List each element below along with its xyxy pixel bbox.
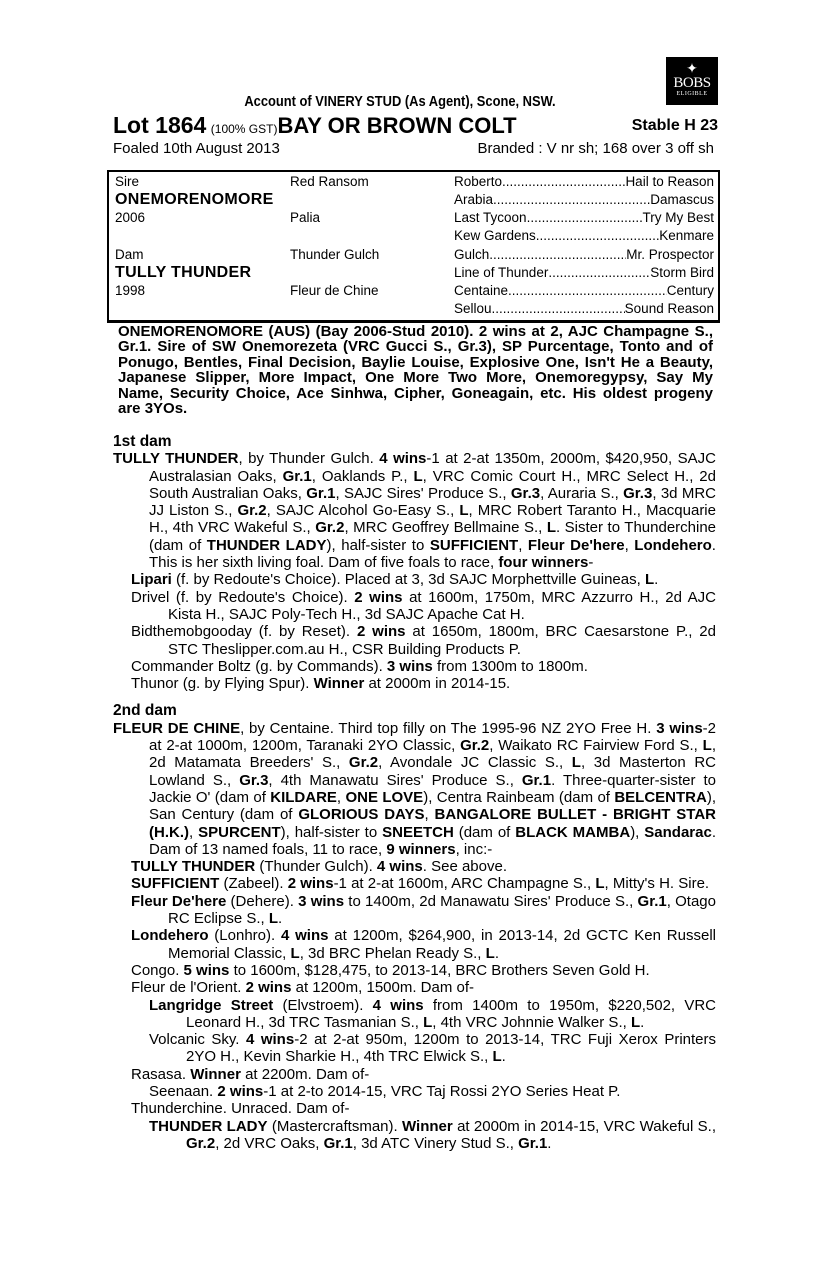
ancestor-sire: Try My Best xyxy=(642,210,714,225)
bird-icon: ✦ xyxy=(686,60,698,76)
bold-text: TULLY THUNDER xyxy=(113,450,239,468)
text: , Otago RC Eclipse S., xyxy=(168,892,716,928)
dam-line-body xyxy=(113,433,716,1152)
bold-text: Winner xyxy=(402,1117,453,1135)
text: , 4th Manawatu Sires' Produce S., xyxy=(268,771,522,789)
ancestor-name: Arabia xyxy=(454,192,494,207)
bold-text: 4 wins xyxy=(245,1031,295,1049)
pedigree-ancestor-row xyxy=(454,264,714,282)
text: (f. by Redoute's Choice). Placed at 3, 3d SAJC Morphettville Guineas, xyxy=(171,571,645,589)
section-heading: 1st dam xyxy=(113,433,172,450)
bold-text: Gr.1 xyxy=(282,467,312,485)
second-dam: Fleur de Chine xyxy=(290,283,379,298)
bold-text: Gr.3 xyxy=(623,484,653,502)
text: (Zabeel). xyxy=(219,875,288,893)
text: (Mastercraftsman). xyxy=(267,1117,403,1135)
logo-text-bottom: ELIGIBLE xyxy=(676,91,708,97)
bold-text: L xyxy=(630,1013,641,1031)
pedigree-entry xyxy=(113,1083,716,1100)
bold-text: SUFFICIENT xyxy=(131,875,220,893)
bold-text: Gr.1 xyxy=(521,771,552,789)
text: , inc:- xyxy=(455,840,493,858)
bold-text: L xyxy=(413,467,423,485)
text: , Waikato RC Fairview Ford S., xyxy=(489,737,703,755)
bold-text: SNEETCH xyxy=(382,823,454,841)
text: , by Centaine. Third top filly on The 1995-96 NZ 2YO Free H. xyxy=(240,719,657,737)
text: -1 at 2-to 2014-15, VRC Taj Rossi 2YO Series Heat P. xyxy=(263,1082,621,1100)
stable-number: Stable H 23 xyxy=(631,117,718,134)
leader-dots xyxy=(492,300,625,318)
text: Commander Boltz (g. by Commands). xyxy=(131,657,387,675)
text: , MRC Robert Taranto H., Macquarie H., 4th VRC Wakeful S., xyxy=(149,502,716,537)
text: at 2000m in 2014-15, VRC Wakeful S., xyxy=(452,1117,716,1135)
text: from 1300m to 1800m. xyxy=(432,657,588,675)
text: -1 at 2-at 1350m, 2000m, $420,950, SAJC Australasian Oaks, xyxy=(149,450,716,485)
text: Volcanic Sky. xyxy=(149,1031,246,1049)
bold-text: L xyxy=(485,944,495,962)
pedigree-ancestor-row xyxy=(454,209,714,227)
ancestor-sire: Kenmare xyxy=(659,228,714,243)
text: , 3d BRC Phelan Ready S., xyxy=(299,944,486,962)
bold-text: 3 wins xyxy=(656,719,703,737)
bold-text: TULLY THUNDER xyxy=(131,858,256,876)
ancestor-sire: Mr. Prospector xyxy=(626,247,714,262)
text: Fleur de l'Orient. xyxy=(131,979,246,997)
bold-text: THUNDER LADY xyxy=(206,536,327,554)
leader-dots xyxy=(548,264,650,282)
text: . Sister to Thunderchine (dam of xyxy=(149,519,717,554)
text: . Three-quarter-sister to Jackie O' (dam of xyxy=(149,771,717,806)
bold-text: L xyxy=(459,502,469,520)
bold-text: 2 wins xyxy=(245,979,292,997)
bold-text: L xyxy=(290,944,300,962)
bold-text: Gr.1 xyxy=(323,1134,353,1152)
text: . xyxy=(654,571,659,589)
text: Drivel (f. by Redoute's Choice). xyxy=(131,588,355,606)
text: , 2d Matamata Breeders' S., xyxy=(149,737,716,772)
bold-text: Londehero xyxy=(634,536,712,554)
foaled-date: Foaled 10th August 2013 xyxy=(113,140,280,157)
text: , xyxy=(189,823,199,841)
bold-text: L xyxy=(595,875,605,893)
ancestor-sire: Century xyxy=(666,283,714,298)
leader-dots xyxy=(536,227,659,245)
pedigree-ancestor-row xyxy=(454,282,714,300)
bold-text: THUNDER LADY xyxy=(149,1117,268,1135)
bobs-eligible-logo xyxy=(666,57,718,105)
grandsire: Red Ransom xyxy=(290,174,369,189)
bold-text: L xyxy=(571,754,581,772)
bold-text: 2 wins xyxy=(354,588,403,606)
ancestor-name: Sellou xyxy=(454,301,492,316)
bold-text: FLEUR DE CHINE xyxy=(113,719,241,737)
bold-text: Sandarac xyxy=(644,823,712,841)
pedigree-entry xyxy=(113,623,716,658)
pedigree-entry xyxy=(113,927,716,962)
sire-name: ONEMORENOMORE xyxy=(115,191,274,208)
text: , 2d VRC Oaks, xyxy=(215,1134,324,1152)
text: , Mitty's H. Sire. xyxy=(604,875,710,893)
pedigree-entry xyxy=(113,658,716,675)
pedigree-entry xyxy=(113,1031,716,1066)
pedigree-table xyxy=(107,170,720,322)
bold-text: Gr.3 xyxy=(510,484,541,502)
text: , SAJC Alcohol Go-Easy S., xyxy=(266,502,460,520)
ancestor-name: Last Tycoon xyxy=(454,210,527,225)
text: , 3d ATC Vinery Stud S., xyxy=(352,1134,519,1152)
granddam: Palia xyxy=(290,210,321,225)
dam-year: 1998 xyxy=(115,283,146,298)
leader-dots xyxy=(502,173,625,191)
text: Bidthemobgooday (f. by Reset). xyxy=(131,623,357,641)
bold-text: Fleur De'here xyxy=(527,536,625,554)
pedigree-ancestor-row xyxy=(454,300,714,318)
bold-text: SUFFICIENT xyxy=(429,536,519,554)
pedigree-ancestor-row xyxy=(454,246,714,264)
text: (Lonhro). xyxy=(208,927,281,945)
bold-text: Winner xyxy=(313,675,365,693)
text: at 1200m, $264,900, in 2013-14, 2d GCTC Ken Russell Memorial Classic, xyxy=(168,927,716,962)
ancestor-name: Roberto xyxy=(454,174,503,189)
bold-text: Gr.3 xyxy=(239,771,269,789)
bold-text: four winners xyxy=(498,554,589,572)
pedigree-entry xyxy=(113,589,716,624)
text: . See above. xyxy=(422,858,507,876)
text: at 2000m in 2014-15. xyxy=(364,675,511,693)
text: ), Centra Rainbeam (dam of xyxy=(423,788,615,806)
bold-text: L xyxy=(492,1048,502,1066)
leader-dots xyxy=(508,282,667,300)
pedigree-entry xyxy=(113,675,716,692)
ancestor-name: Gulch xyxy=(454,247,490,262)
bold-text: L xyxy=(702,737,712,755)
text: . xyxy=(501,1048,506,1066)
bold-text: Gr.2 xyxy=(348,754,379,772)
pedigree-entry xyxy=(113,571,716,588)
bold-text: Gr.2 xyxy=(315,519,345,537)
text: Thunderchine. Unraced. Dam of- xyxy=(131,1100,350,1118)
text: , 3d Masterton RC Lowland S., xyxy=(149,754,716,789)
text: . Dam of 13 named foals, 11 to race, xyxy=(149,823,716,858)
text: , MRC Geoffrey Bellmaine S., xyxy=(344,519,547,537)
text: ), San Century (dam of xyxy=(149,788,717,824)
pedigree-entry xyxy=(113,893,716,928)
text: , xyxy=(424,806,435,824)
text: ), half-sister to xyxy=(326,536,430,554)
pedigree-ancestor-row xyxy=(454,227,714,245)
text: , xyxy=(518,536,528,554)
dam-label: Dam xyxy=(115,247,144,262)
bold-text: BLACK MAMBA xyxy=(515,823,631,841)
text: , VRC Comic Court H., MRC Select H., 2d South Australian Oaks, xyxy=(149,467,716,502)
bold-text: 2 wins xyxy=(287,875,334,893)
lot-line xyxy=(113,112,718,139)
ancestor-name: Kew Gardens xyxy=(454,228,536,243)
text: , Oaklands P., xyxy=(311,467,414,485)
bold-text: Gr.1 xyxy=(306,484,336,502)
bold-text: Gr.1 xyxy=(518,1134,548,1152)
text: . xyxy=(640,1013,645,1031)
leader-dots xyxy=(489,246,626,264)
bold-text: 2 wins xyxy=(217,1082,264,1100)
text: at 1600m, 1750m, MRC Azzurro H., 2d AJC Kista H., SAJC Poly-Tech H., 3d SAJC Apache Cat H. xyxy=(168,588,716,623)
text: -2 at 2-at 950m, 1200m to 2013-14, TRC Fuji Xerox Printers 2YO H., Kevin Sharkie H., 4th TRC Elwick S., xyxy=(186,1031,717,1066)
logo-text-top: BOBS xyxy=(673,75,711,91)
brand-marks: Branded : V nr sh; 168 over 3 off sh xyxy=(477,140,714,157)
text: at 1200m, 1500m. Dam of- xyxy=(291,979,475,997)
dam-name: TULLY THUNDER xyxy=(115,264,252,281)
bold-text: Langridge Street xyxy=(149,996,274,1014)
ancestor-name: Line of Thunder xyxy=(454,265,549,280)
bold-text: KILDARE xyxy=(270,788,337,806)
bold-text: BELCENTRA xyxy=(614,788,707,806)
bold-text: Gr.2 xyxy=(186,1134,216,1152)
ancestor-sire: Damascus xyxy=(650,192,714,207)
sire-year: 2006 xyxy=(115,210,146,225)
text: Congo. xyxy=(131,961,184,979)
bold-text: L xyxy=(546,519,556,537)
text: -1 at 2-at 1600m, ARC Champagne S., xyxy=(333,875,596,893)
bold-text: 2 wins xyxy=(356,623,406,641)
section-heading: 2nd dam xyxy=(113,702,177,720)
text: to 1600m, $128,475, to 2013-14, BRC Brothers Seven Gold H. xyxy=(229,961,650,979)
bold-text: L xyxy=(423,1013,433,1031)
ancestor-sire: Sound Reason xyxy=(624,301,714,316)
bold-text: 3 wins xyxy=(298,892,345,910)
bold-text: 3 wins xyxy=(386,657,433,675)
pedigree-entry xyxy=(113,1118,716,1153)
pedigree-entry xyxy=(113,858,716,875)
pedigree-entry xyxy=(113,997,716,1032)
text: , by Thunder Gulch. xyxy=(238,450,380,468)
text: ), half-sister to xyxy=(280,823,383,841)
text: . This is her sixth living foal. Dam of five foals to race, xyxy=(149,536,716,572)
horse-description: BAY OR BROWN COLT xyxy=(277,113,517,138)
vendor-account: Account of VINERY STUD (As Agent), Scone, NSW. xyxy=(244,93,556,110)
text: . xyxy=(494,944,499,962)
text: Seenaan. xyxy=(149,1082,218,1100)
bold-text: 9 winners xyxy=(386,840,456,858)
bold-text: BANGALORE BULLET - BRIGHT STAR (H.K.) xyxy=(149,806,717,841)
gst-note: (100% GST) xyxy=(210,122,278,136)
text: , SAJC Sires' Produce S., xyxy=(335,484,511,502)
text: Thunor (g. by Flying Spur). xyxy=(131,675,314,693)
bold-text: Gr.2 xyxy=(237,502,267,520)
pedigree-entry xyxy=(113,1066,716,1083)
bold-text: 4 wins xyxy=(372,996,424,1014)
text: ), xyxy=(630,823,645,841)
text: . xyxy=(547,1134,552,1152)
sire-label: Sire xyxy=(115,174,140,189)
pedigree-entry xyxy=(113,875,716,892)
bold-text: Gr.1 xyxy=(637,892,667,910)
bold-text: Lipari xyxy=(131,571,172,589)
pedigree-entry xyxy=(113,720,716,858)
pedigree-entry xyxy=(113,450,716,571)
bold-text: SPURCENT xyxy=(198,823,281,841)
text: (dam of xyxy=(453,823,516,841)
lot-number: Lot 1864 xyxy=(113,112,207,138)
bold-text: 4 wins xyxy=(280,927,329,945)
bold-text: ONE LOVE xyxy=(345,788,424,806)
text: , xyxy=(624,536,635,554)
bold-text: 4 wins xyxy=(379,450,427,468)
bold-text: Londehero xyxy=(131,927,209,945)
bold-text: 4 wins xyxy=(376,858,423,876)
text: to 1400m, 2d Manawatu Sires' Produce S., xyxy=(344,892,638,910)
bold-text: Gr.2 xyxy=(460,737,490,755)
leader-dots xyxy=(493,191,650,209)
bold-text: 5 wins xyxy=(183,961,230,979)
text: Rasasa. xyxy=(131,1065,191,1083)
bold-text: L xyxy=(268,910,279,928)
text: at 2200m. Dam of- xyxy=(240,1065,370,1083)
bold-text: GLORIOUS DAYS xyxy=(298,806,425,824)
text: , Auraria S., xyxy=(540,484,624,502)
ancestor-sire: Hail to Reason xyxy=(625,174,714,189)
text: , Avondale JC Classic S., xyxy=(378,754,572,772)
pedigree-entry xyxy=(113,962,716,979)
ancestor-name: Centaine xyxy=(454,283,509,298)
pedigree-ancestor-row xyxy=(454,191,714,209)
ancestor-sire: Storm Bird xyxy=(650,265,714,280)
pedigree-entry xyxy=(113,979,716,996)
leader-dots xyxy=(527,209,643,227)
text: - xyxy=(588,554,594,572)
sire-summary: ONEMORENOMORE (AUS) (Bay 2006-Stud 2010). 2 wins at 2, AJC Champagne S., Gr.1. Sire of SW Onemorezeta (VRC Gucci S., Gr.3), SP Purcentage, Tonto and of Ponugo, Bentles, Final Decision, Baylie Louise, Explosive One, Isn't He a Beauty, Japanese Slipper, More Impact, One More Two More, Onemoregypsy, Say My Name, Security Choice, Ace Sinhwa, Cipher, Goneagain, etc. His oldest progeny are 3YOs. xyxy=(118,323,713,418)
text: , 3d MRC JJ Liston S., xyxy=(149,484,716,520)
text: . xyxy=(278,910,283,928)
bold-text: Winner xyxy=(190,1065,241,1083)
text: , xyxy=(336,788,346,806)
text: (Dehere). xyxy=(226,892,299,910)
bold-text: L xyxy=(644,571,655,589)
pedigree-ancestor-row xyxy=(454,173,714,191)
text: (Thunder Gulch). xyxy=(255,858,377,876)
text: at 1650m, 1800m, BRC Caesarstone P., 2d STC Theslipper.com.au H., CSR Building Products P. xyxy=(168,623,716,658)
text: -2 at 2-at 1000m, 1200m, Taranaki 2YO Classic, xyxy=(149,719,717,755)
pedigree-entry xyxy=(113,1100,716,1117)
bold-text: Fleur De'here xyxy=(131,892,227,910)
text: , 4th VRC Johnnie Walker S., xyxy=(432,1013,631,1031)
text: from 1400m to 1950m, $220,502, VRC Leonard H., 3d TRC Tasmanian S., xyxy=(186,996,717,1031)
dam-sire: Thunder Gulch xyxy=(290,247,380,262)
text: (Elvstroem). xyxy=(273,996,373,1014)
